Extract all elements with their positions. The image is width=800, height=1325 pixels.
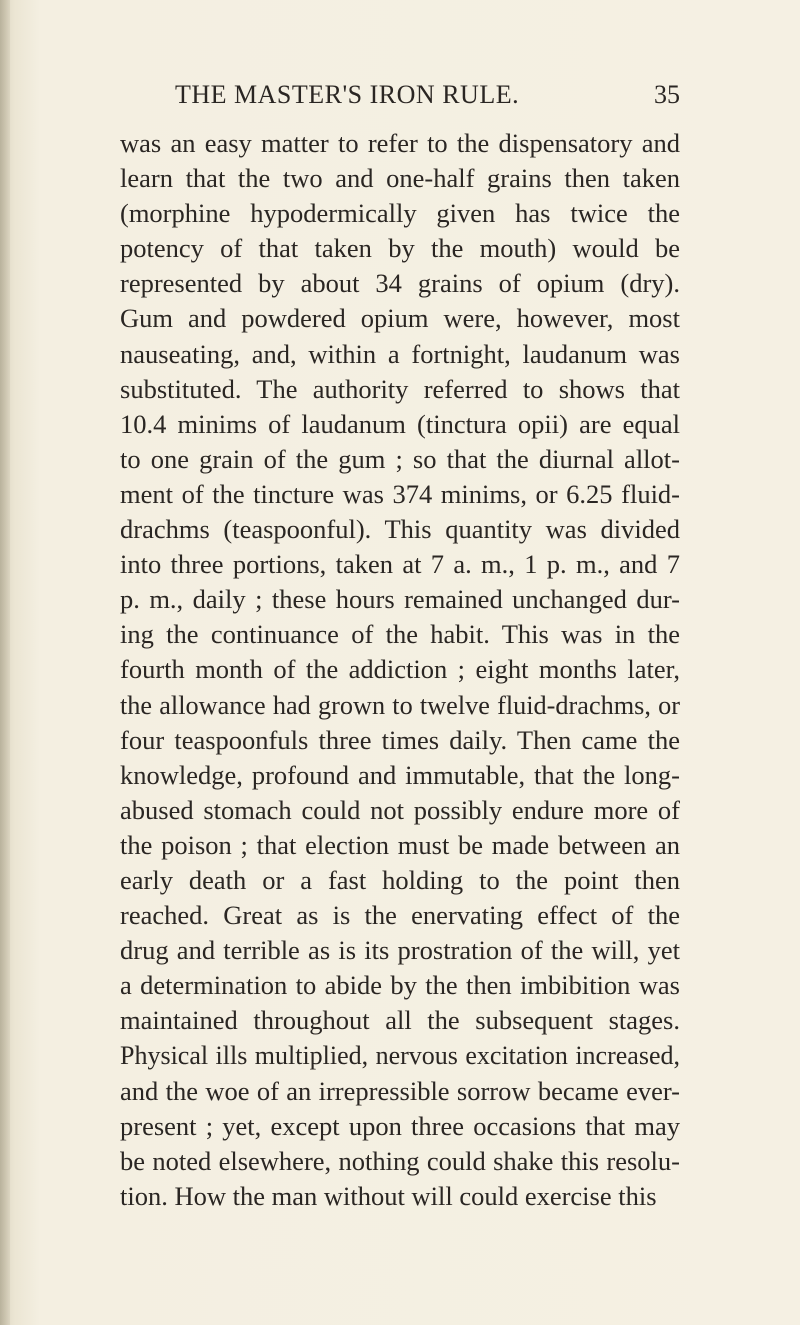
body-text — [120, 126, 680, 1214]
text-line: a determination to abide by the then imbibition was — [120, 970, 680, 1001]
text-line: p. m., daily ; these hours remained unchanged dur- — [120, 584, 680, 615]
text-line: learn that the two and one-half grains then taken — [120, 163, 680, 194]
text-line: ing the continuance of the habit. This was in the — [120, 619, 680, 650]
page-header — [120, 80, 680, 116]
text-line: (morphine hypodermically given has twice the — [120, 198, 680, 229]
text-line: and the woe of an irrepressible sorrow became ever- — [120, 1075, 680, 1106]
text-line: substituted. The authority referred to shows that — [120, 373, 680, 404]
text-line: fourth month of the addiction ; eight months later, — [120, 654, 680, 685]
text-line: the allowance had grown to twelve fluid-drachms, or — [120, 690, 680, 720]
text-line: to one grain of the gum ; so that the diurnal allot- — [120, 443, 680, 474]
running-title: THE MASTER'S IRON RULE. — [175, 80, 520, 109]
text-line: nauseating, and, within a fortnight, laudanum was — [120, 338, 680, 369]
text-line: potency of that taken by the mouth) would be — [120, 233, 680, 264]
text-line: abused stomach could not possibly endure more of — [120, 794, 680, 825]
text-line: knowledge, profound and immutable, that the long- — [120, 759, 680, 790]
text-line: drachms (teaspoonful). This quantity was divided — [120, 514, 680, 545]
page-number: 35 — [654, 80, 680, 109]
text-line: reached. Great as is the enervating effect of the — [120, 900, 680, 931]
text-line: early death or a fast holding to the point then — [120, 864, 680, 895]
page-gutter — [0, 0, 10, 1325]
text-line: 10.4 minims of laudanum (tinctura opii) are equal — [120, 408, 680, 439]
text-line: drug and terrible as is its prostration of the will, yet — [120, 935, 680, 966]
text-line: four teaspoonfuls three times daily. Then came the — [120, 724, 680, 755]
text-line: represented by about 34 grains of opium (dry). — [120, 268, 680, 299]
text-line: maintained throughout all the subsequent stages. — [120, 1005, 680, 1036]
text-line: into three portions, taken at 7 a. m., 1 p. m., and 7 — [120, 549, 680, 580]
text-line: Physical ills multiplied, nervous excitation increased, — [120, 1041, 680, 1071]
text-line: tion. How the man without will could exercise this — [120, 1180, 657, 1211]
text-line: Gum and powdered opium were, however, most — [120, 303, 680, 334]
text-line: was an easy matter to refer to the dispensatory and — [120, 128, 680, 158]
text-line: the poison ; that election must be made between an — [120, 829, 680, 860]
text-line: present ; yet, except upon three occasions that may — [120, 1110, 680, 1141]
text-line: be noted elsewhere, nothing could shake this resolu- — [120, 1145, 680, 1176]
text-line: ment of the tincture was 374 minims, or 6.25 fluid- — [120, 478, 680, 509]
